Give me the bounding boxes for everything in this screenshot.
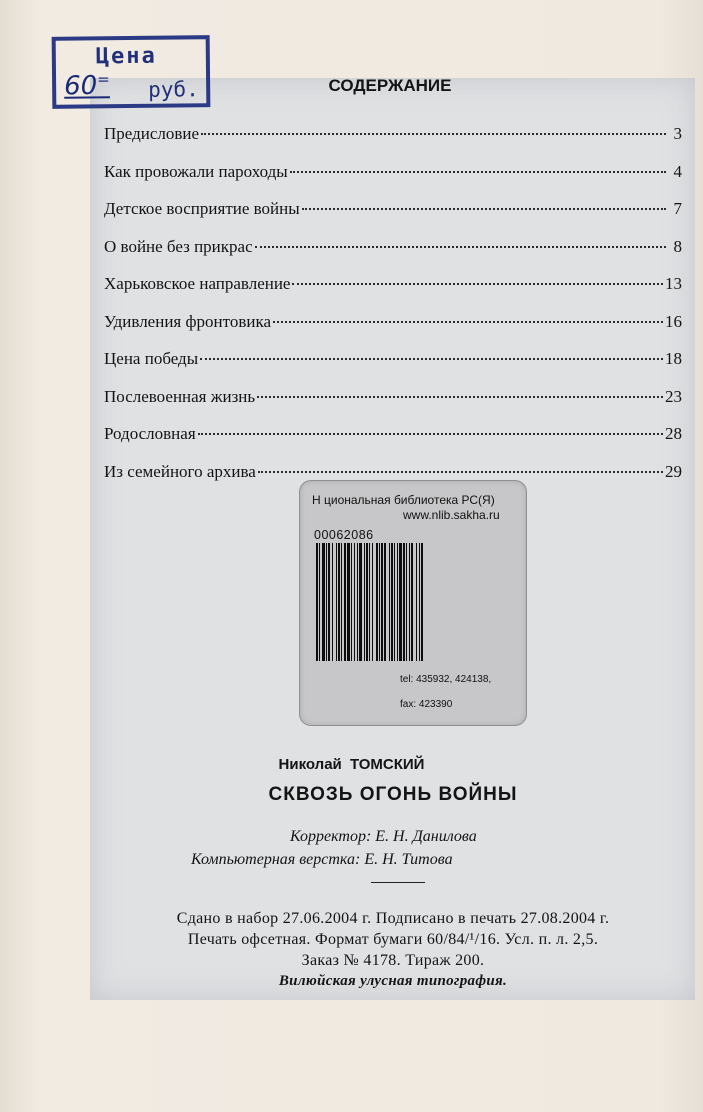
toc-entry-label: Родословная: [104, 424, 196, 443]
table-of-contents: [104, 124, 682, 499]
toc-entry: [104, 424, 682, 462]
toc-title: СОДЕРЖАНИЕ: [328, 76, 452, 95]
author-last-name: ТОМСКИЙ: [349, 756, 425, 773]
price-stamp-number: 60: [63, 71, 98, 102]
toc-entry-label: Предисловие: [104, 124, 200, 143]
credits: [191, 828, 477, 874]
toc-leader-dots: [273, 321, 663, 323]
author-first-name: Николай: [278, 756, 342, 773]
toc-entry: [104, 274, 682, 312]
toc-entry-label: Из семейного архива: [104, 461, 256, 481]
toc-entry-page: 8: [673, 236, 682, 256]
imprint-line: Заказ № 4178. Тираж 200.: [301, 952, 485, 969]
book-title: СКВОЗЬ ОГОНЬ ВОЙНЫ: [268, 784, 518, 805]
layout-credit: Компьютерная верстка: Е. Н. Титова: [191, 851, 453, 868]
separator-line: [371, 882, 425, 883]
toc-leader-dots: [198, 433, 663, 435]
imprint-line: Сдано в набор 27.06.2004 г. Подписано в печать 27.08.2004 г.: [176, 910, 610, 927]
toc-entry: [104, 349, 682, 387]
toc-entry: [104, 199, 682, 237]
toc-entry: [104, 162, 682, 200]
price-stamp-mark: =: [97, 70, 110, 89]
toc-entry-page: 3: [673, 124, 682, 143]
library-name: Н циональная библиотека РС(Я): [312, 493, 495, 507]
toc-entry-label: О войне без прикрас: [104, 236, 253, 256]
toc-entry-page: 4: [673, 161, 682, 181]
toc-entry-page: 18: [665, 349, 682, 368]
toc-entry: [104, 237, 682, 275]
toc-entry-label: Удивления фронтовика: [104, 311, 271, 331]
toc-entry: [104, 124, 682, 162]
toc-leader-dots: [302, 208, 666, 210]
toc-leader-dots: [258, 471, 663, 473]
library-barcode-sticker: [299, 480, 527, 726]
price-stamp-value: [64, 70, 110, 101]
toc-leader-dots: [201, 133, 666, 135]
toc-entry-page: 16: [665, 311, 682, 331]
library-fax: fax: 423390: [400, 699, 453, 710]
toc-entry-label: Как провожали пароходы: [104, 161, 288, 181]
toc-entry-page: 7: [673, 199, 682, 218]
corrector-credit: Корректор: Е. Н. Данилова: [290, 828, 477, 845]
toc-entry-page: 13: [665, 274, 682, 293]
toc-entry: [104, 387, 682, 425]
toc-entry-page: 23: [665, 386, 682, 406]
toc-leader-dots: [255, 246, 666, 248]
toc-entry-page: 28: [665, 424, 682, 443]
barcode-icon: [314, 543, 514, 663]
library-phone: tel: 435932, 424138,: [400, 674, 492, 685]
toc-leader-dots: [257, 396, 663, 398]
price-stamp-currency: руб.: [148, 77, 199, 102]
toc-leader-dots: [292, 283, 663, 285]
library-website: www.nlib.sakha.ru: [403, 508, 500, 522]
toc-leader-dots: [290, 171, 666, 173]
imprint: [0, 910, 703, 994]
toc-leader-dots: [200, 358, 663, 360]
toc-entry-label: Детское восприятие войны: [104, 199, 300, 218]
printer-name: Вилюйская улусная типография.: [278, 973, 508, 989]
toc-entry-label: Цена победы: [104, 349, 199, 368]
imprint-line: Печать офсетная. Формат бумаги 60/84/¹/16. Усл. п. л. 2,5.: [187, 931, 599, 948]
inventory-number: 00062086: [314, 528, 374, 542]
toc-entry-page: 29: [665, 461, 682, 481]
author-name: [0, 756, 703, 773]
toc-entry-label: Послевоенная жизнь: [104, 386, 256, 406]
price-stamp: [52, 35, 211, 109]
price-stamp-heading: Цена: [95, 43, 157, 70]
toc-entry-label: Харьковское направление: [104, 274, 291, 293]
toc-entry: [104, 312, 682, 350]
